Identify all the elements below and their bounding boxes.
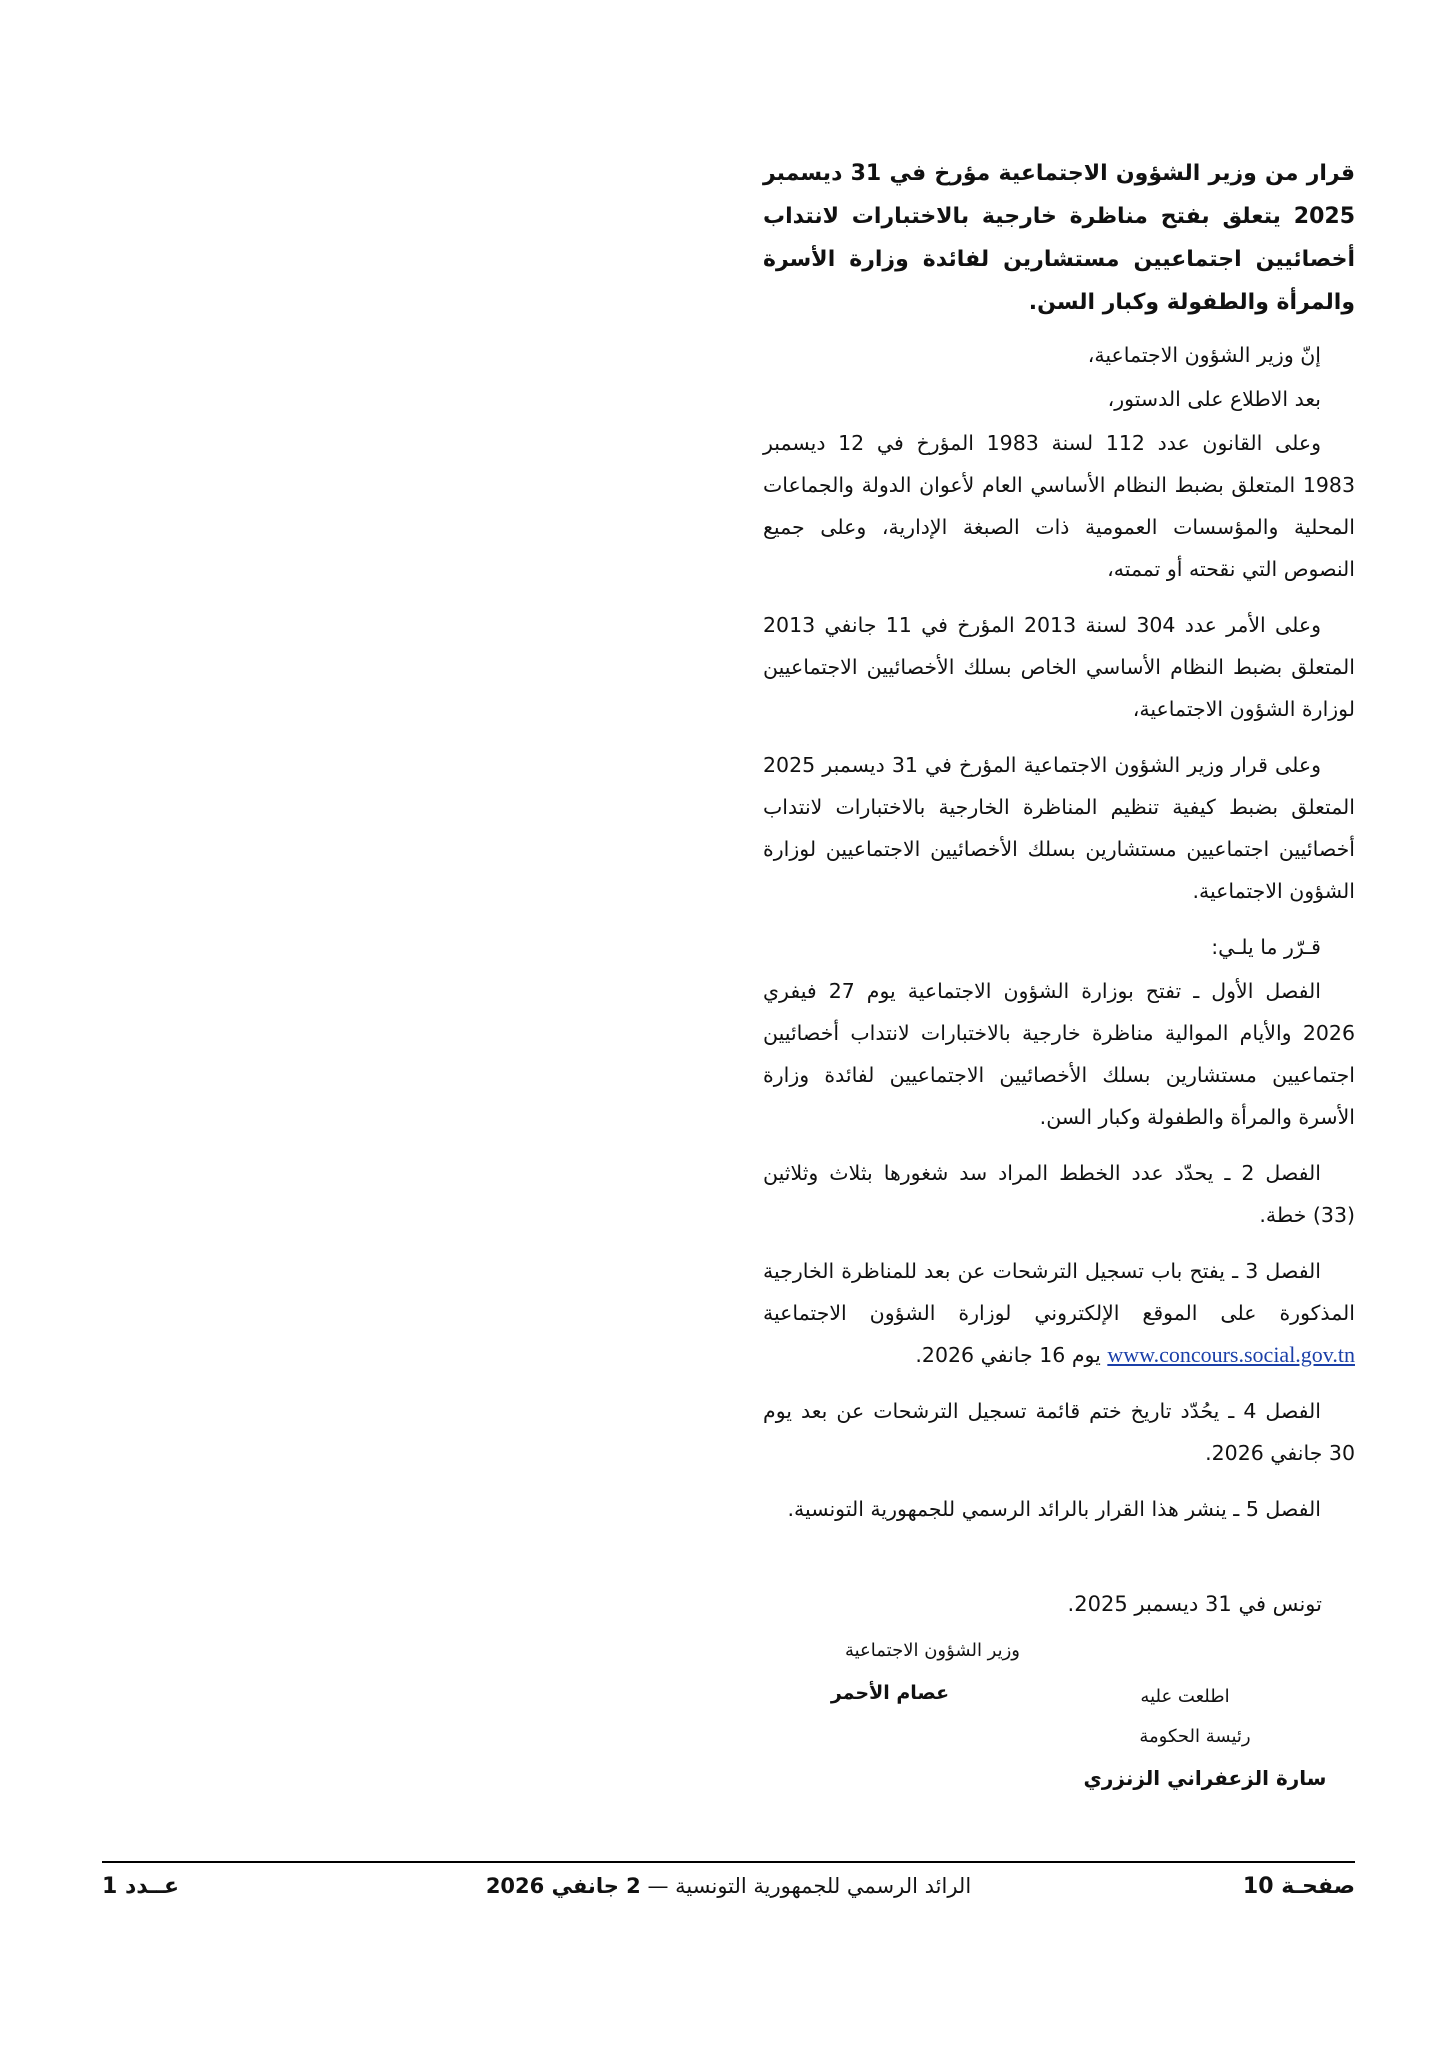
- paragraph-law-112: وعلى القانون عدد 112 لسنة 1983 المؤرخ في 12 ديسمبر 1983 المتعلق بضبط النظام الأساسي العام لأعوان الدولة والجماعات المحلية والمؤسسات العمومية ذات الصبغة الإدارية، وعلى جميع النصوص التي نقحته أو تممته،: [763, 431, 1355, 581]
- article-4: الفصل 4 ـ يحُدّد تاريخ ختم قائمة تسجيل الترشحات عن بعد يوم 30 جانفي 2026.: [763, 1399, 1355, 1465]
- decree-title: قرار من وزير الشؤون الاجتماعية مؤرخ في 31 ديسمبر 2025 يتعلق بفتح مناظرة خارجية بالاختبارات لانتداب أخصائيين اجتماعيين مستشارين لفائدة وزارة الأسرة والمرأة والطفولة وكبار السن.: [763, 161, 1355, 315]
- footer-page-number: صفحـة 10: [1242, 1874, 1355, 1899]
- paragraph-preamble: إنّ وزير الشؤون الاجتماعية،: [1087, 343, 1321, 367]
- minister-name: عصام الأحمر: [830, 1682, 950, 1704]
- minister-title: وزير الشؤون الاجتماعية: [844, 1640, 1020, 1661]
- paragraph-decides: قـرّر ما يلـي:: [1211, 935, 1321, 959]
- footer-date: 2 جانفي 2026: [485, 1874, 641, 1898]
- footer-journal-name: الرائد الرسمي للجمهورية التونسية —: [647, 1874, 972, 1898]
- prime-minister-title: رئيسة الحكومة: [1139, 1726, 1251, 1747]
- article-3-date: يوم 16 جانفي 2026.: [915, 1343, 1101, 1367]
- footer-divider: [102, 1861, 1355, 1863]
- footer-journal: [102, 1874, 1355, 1898]
- article-1: الفصل الأول ـ تفتح بوزارة الشؤون الاجتماعية يوم 27 فيفري 2026 والأيام الموالية مناظرة خارجية بالاختبارات لانتداب أخصائيين اجتماعيين مستشارين بسلك الأخصائيين الاجتماعيين لفائدة وزارة الأسرة والمرأة والطفولة وكبار السن.: [763, 979, 1355, 1129]
- paragraph-ministerial-order: وعلى قرار وزير الشؤون الاجتماعية المؤرخ في 31 ديسمبر 2025 المتعلق بضبط كيفية تنظيم المناظرة الخارجية بالاختبارات لانتداب أخصائيين اجتماعيين مستشارين بسلك الأخصائيين الاجتماعيين لوزارة الشؤون الاجتماعية.: [763, 753, 1355, 903]
- signature-date: تونس في 31 ديسمبر 2025.: [1067, 1592, 1322, 1616]
- seen-by-label: اطلعت عليه: [1140, 1686, 1230, 1707]
- paragraph-decree-304: وعلى الأمر عدد 304 لسنة 2013 المؤرخ في 11 جانفي 2013 المتعلق بضبط النظام الأساسي الخاص بسلك الأخصائيين الاجتماعيين لوزارة الشؤون الاجتماعية،: [763, 613, 1355, 721]
- footer-issue-number: عــدد 1: [102, 1874, 180, 1899]
- article-2: الفصل 2 ـ يحدّد عدد الخطط المراد سد شغورها بثلاث وثلاثين (33) خطة.: [763, 1161, 1355, 1227]
- website-link[interactable]: www.concours.social.gov.tn: [1107, 1342, 1355, 1367]
- article-5: الفصل 5 ـ ينشر هذا القرار بالرائد الرسمي للجمهورية التونسية.: [787, 1497, 1321, 1521]
- article-3: [763, 1250, 1355, 1376]
- prime-minister-name: سارة الزعفراني الزنزري: [1083, 1766, 1327, 1790]
- decree-column: [763, 152, 1355, 1544]
- page-footer: [102, 1874, 1355, 1910]
- paragraph-constitution: بعد الاطلاع على الدستور،: [1107, 387, 1321, 411]
- article-3-text: الفصل 3 ـ يفتح باب تسجيل الترشحات عن بعد للمناظرة الخارجية المذكورة على الموقع الإلكتروني لوزارة الشؤون الاجتماعية: [763, 1259, 1355, 1325]
